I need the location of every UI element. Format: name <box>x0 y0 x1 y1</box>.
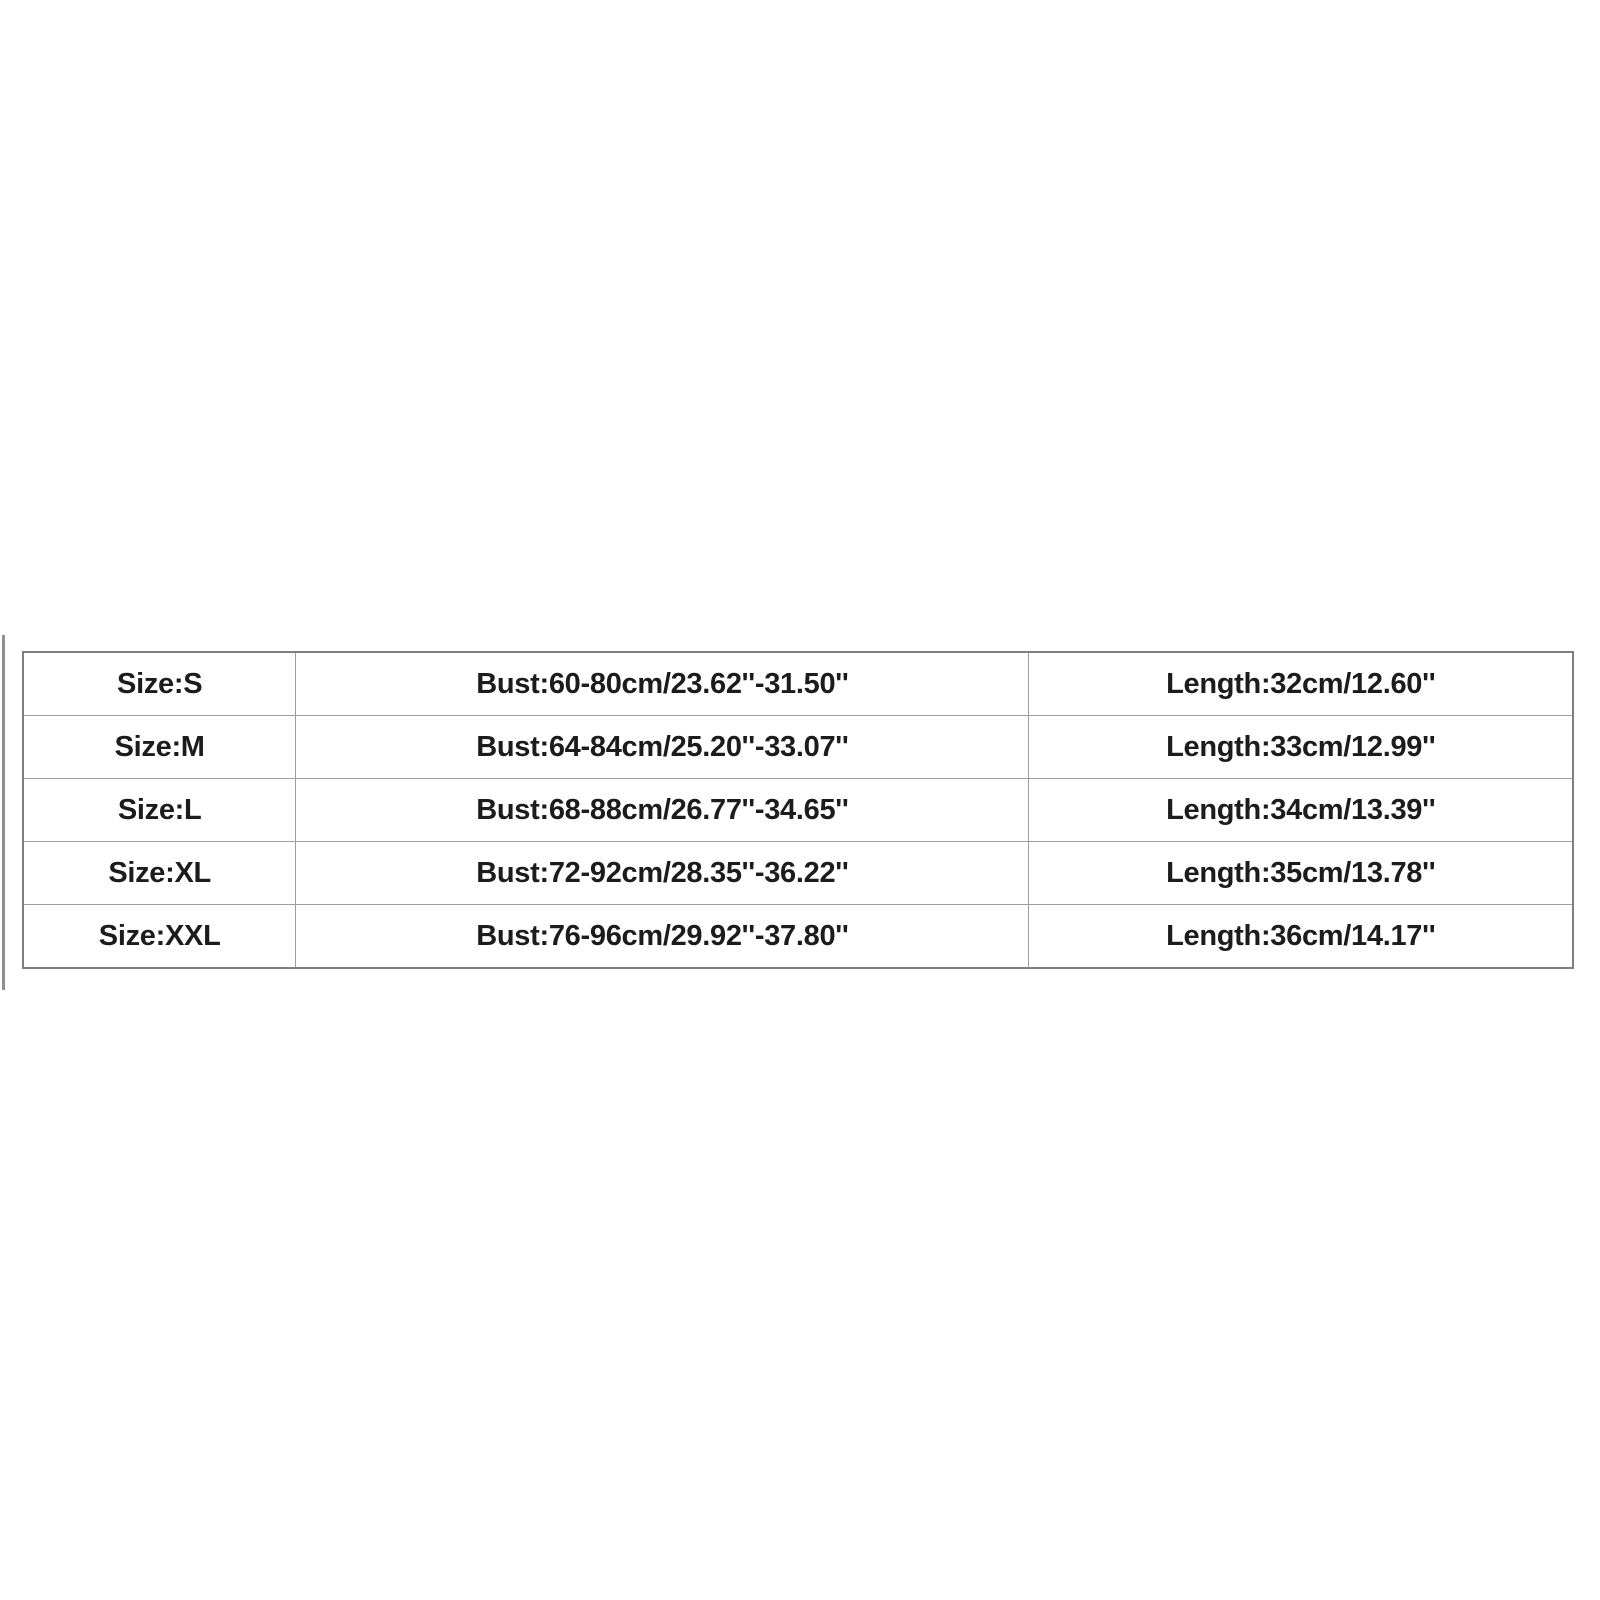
length-cell: Length:32cm/12.60'' <box>1029 652 1573 716</box>
size-cell: Size:XL <box>23 842 296 905</box>
bust-cell: Bust:64-84cm/25.20''-33.07'' <box>296 716 1029 779</box>
left-edge-line <box>2 635 5 990</box>
table-row <box>23 716 1573 779</box>
length-cell: Length:33cm/12.99'' <box>1029 716 1573 779</box>
size-cell: Size:M <box>23 716 296 779</box>
bust-cell: Bust:72-92cm/28.35''-36.22'' <box>296 842 1029 905</box>
table-row <box>23 905 1573 969</box>
length-cell: Length:36cm/14.17'' <box>1029 905 1573 969</box>
length-cell: Length:34cm/13.39'' <box>1029 779 1573 842</box>
size-chart <box>22 651 1574 969</box>
table-row <box>23 652 1573 716</box>
bust-cell: Bust:68-88cm/26.77''-34.65'' <box>296 779 1029 842</box>
table-row <box>23 842 1573 905</box>
length-cell: Length:35cm/13.78'' <box>1029 842 1573 905</box>
size-cell: Size:XXL <box>23 905 296 969</box>
size-cell: Size:S <box>23 652 296 716</box>
bust-cell: Bust:60-80cm/23.62''-31.50'' <box>296 652 1029 716</box>
size-chart-table <box>22 651 1574 969</box>
bust-cell: Bust:76-96cm/29.92''-37.80'' <box>296 905 1029 969</box>
table-row <box>23 779 1573 842</box>
size-cell: Size:L <box>23 779 296 842</box>
